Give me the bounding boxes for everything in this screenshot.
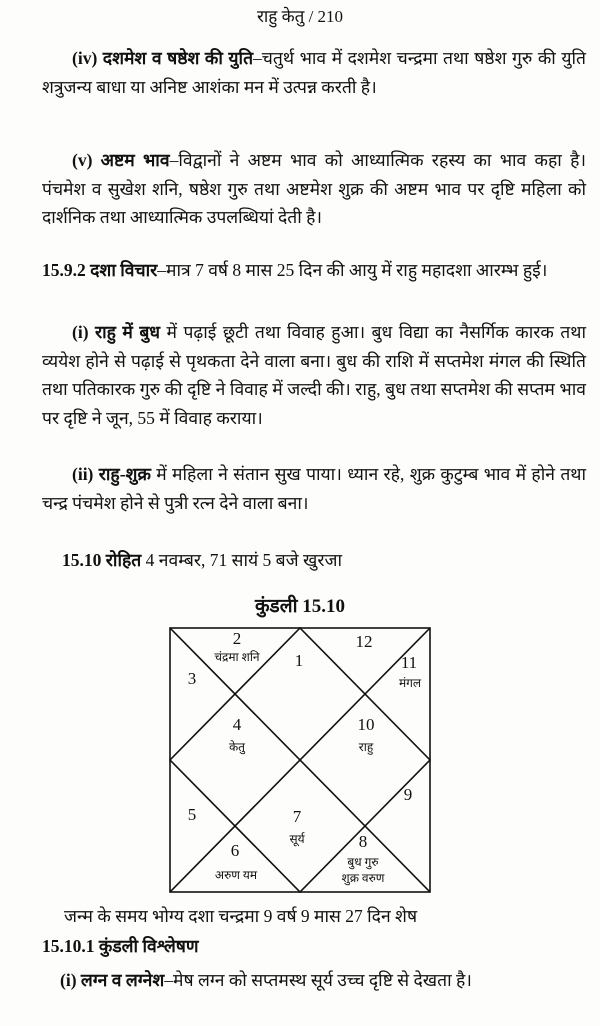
paragraph-heading: (v) अष्टम भाव [72, 150, 170, 170]
house-6-number: 6 [230, 841, 240, 860]
section-heading: 15.10 रोहित [62, 550, 142, 570]
house-7-planets: सूर्य [289, 832, 305, 846]
paragraph-body: –चतुर्थ भाव में दशमेश चन्द्रमा तथा षष्ठेश गुरु की युति शत्रुजन्य बाधा या अनिष्ट आशंका मन में उत्पन्न करती है। [42, 48, 586, 97]
house-10-planets: राहु [358, 740, 374, 754]
paragraph-heading: (ii) राहु-शुक्र [72, 464, 151, 484]
paragraph-body: –मात्र 7 वर्ष 8 मास 25 दिन की आयु में राहु महादशा आरम्भ हुई। [157, 260, 548, 280]
house-5-number: 5 [187, 805, 197, 824]
paragraph-body: –विद्वानों ने अष्टम भाव को आध्यात्मिक रहस्य का भाव कहा है। पंचमेश व सुखेश शनि, षष्ठेश गुरु तथा अष्टमेश शुक्र की अष्टम भाव पर दृष्टि महिला को दार्शनिक तथा आध्यात्मिक उपलब्धियां देती है। [42, 150, 586, 227]
section-15-10-1: 15.10.1 कुंडली विश्लेषण [42, 936, 199, 956]
house-2-planets: चंद्रमा शनि [214, 650, 260, 664]
birth-dasha-line: जन्म के समय भोग्य दशा चन्द्रमा 9 वर्ष 9 मास 27 दिन शेष [64, 906, 418, 926]
paragraph-body: –मेष लग्न को सप्तमस्थ सूर्य उच्च दृष्टि से देखता है। [164, 970, 472, 990]
house-9-number: 9 [403, 785, 413, 804]
paragraph-body: में पढ़ाई छूटी तथा विवाह हुआ। बुध विद्या का नैसर्गिक कारक तथा व्ययेश होने से पढ़ाई से पृथकता देने वाला बना। बुध की राशि में सप्तमेश मंगल की स्थिति तथा पतिकारक गुरु की दृष्टि ने विवाह में जल्दी की। राहु, बुध तथा सप्तमेश की सप्तम भाव पर दृष्टि ने जून, 55 में विवाह कराया। [42, 322, 586, 428]
house-1-number: 1 [294, 651, 304, 670]
house-8-number: 8 [358, 832, 368, 851]
house-8-planets-2: शुक्र वरुण [341, 871, 385, 885]
house-11-number: 11 [400, 653, 418, 672]
paragraph-lagna [60, 966, 600, 995]
paragraph-body: में महिला ने संतान सुख पाया। ध्यान रहे, शुक्र कुटुम्ब भाव में होने तथा चन्द्र पंचमेश होने से पुत्री रत्न देने वाला बना। [42, 464, 587, 513]
house-4-planets: केतु [228, 740, 246, 754]
section-heading: 15.9.2 दशा विचार [42, 260, 158, 280]
paragraph-heading: (i) राहु में बुध [72, 322, 161, 342]
chart-title: कुंडली 15.10 [254, 596, 346, 617]
house-12-number: 12 [355, 632, 373, 651]
house-2-number: 2 [232, 629, 242, 648]
house-4-number: 4 [232, 715, 242, 734]
house-3-number: 3 [187, 669, 197, 688]
house-11-planets: मंगल [398, 676, 422, 690]
house-6-planets: अरुण यम [214, 868, 258, 882]
house-7-number: 7 [292, 807, 302, 826]
house-10-number: 10 [357, 715, 375, 734]
house-8-planets: बुध गुरु [347, 855, 379, 869]
paragraph-heading: (i) लग्न व लग्नेश [60, 970, 165, 990]
page-header: राहु केतु / 210 [256, 7, 344, 26]
paragraph-body: 4 नवम्बर, 71 सायं 5 बजे खुरजा [141, 550, 343, 570]
paragraph-heading: (iv) दशमेश व षष्ठेश की युति [72, 48, 254, 68]
